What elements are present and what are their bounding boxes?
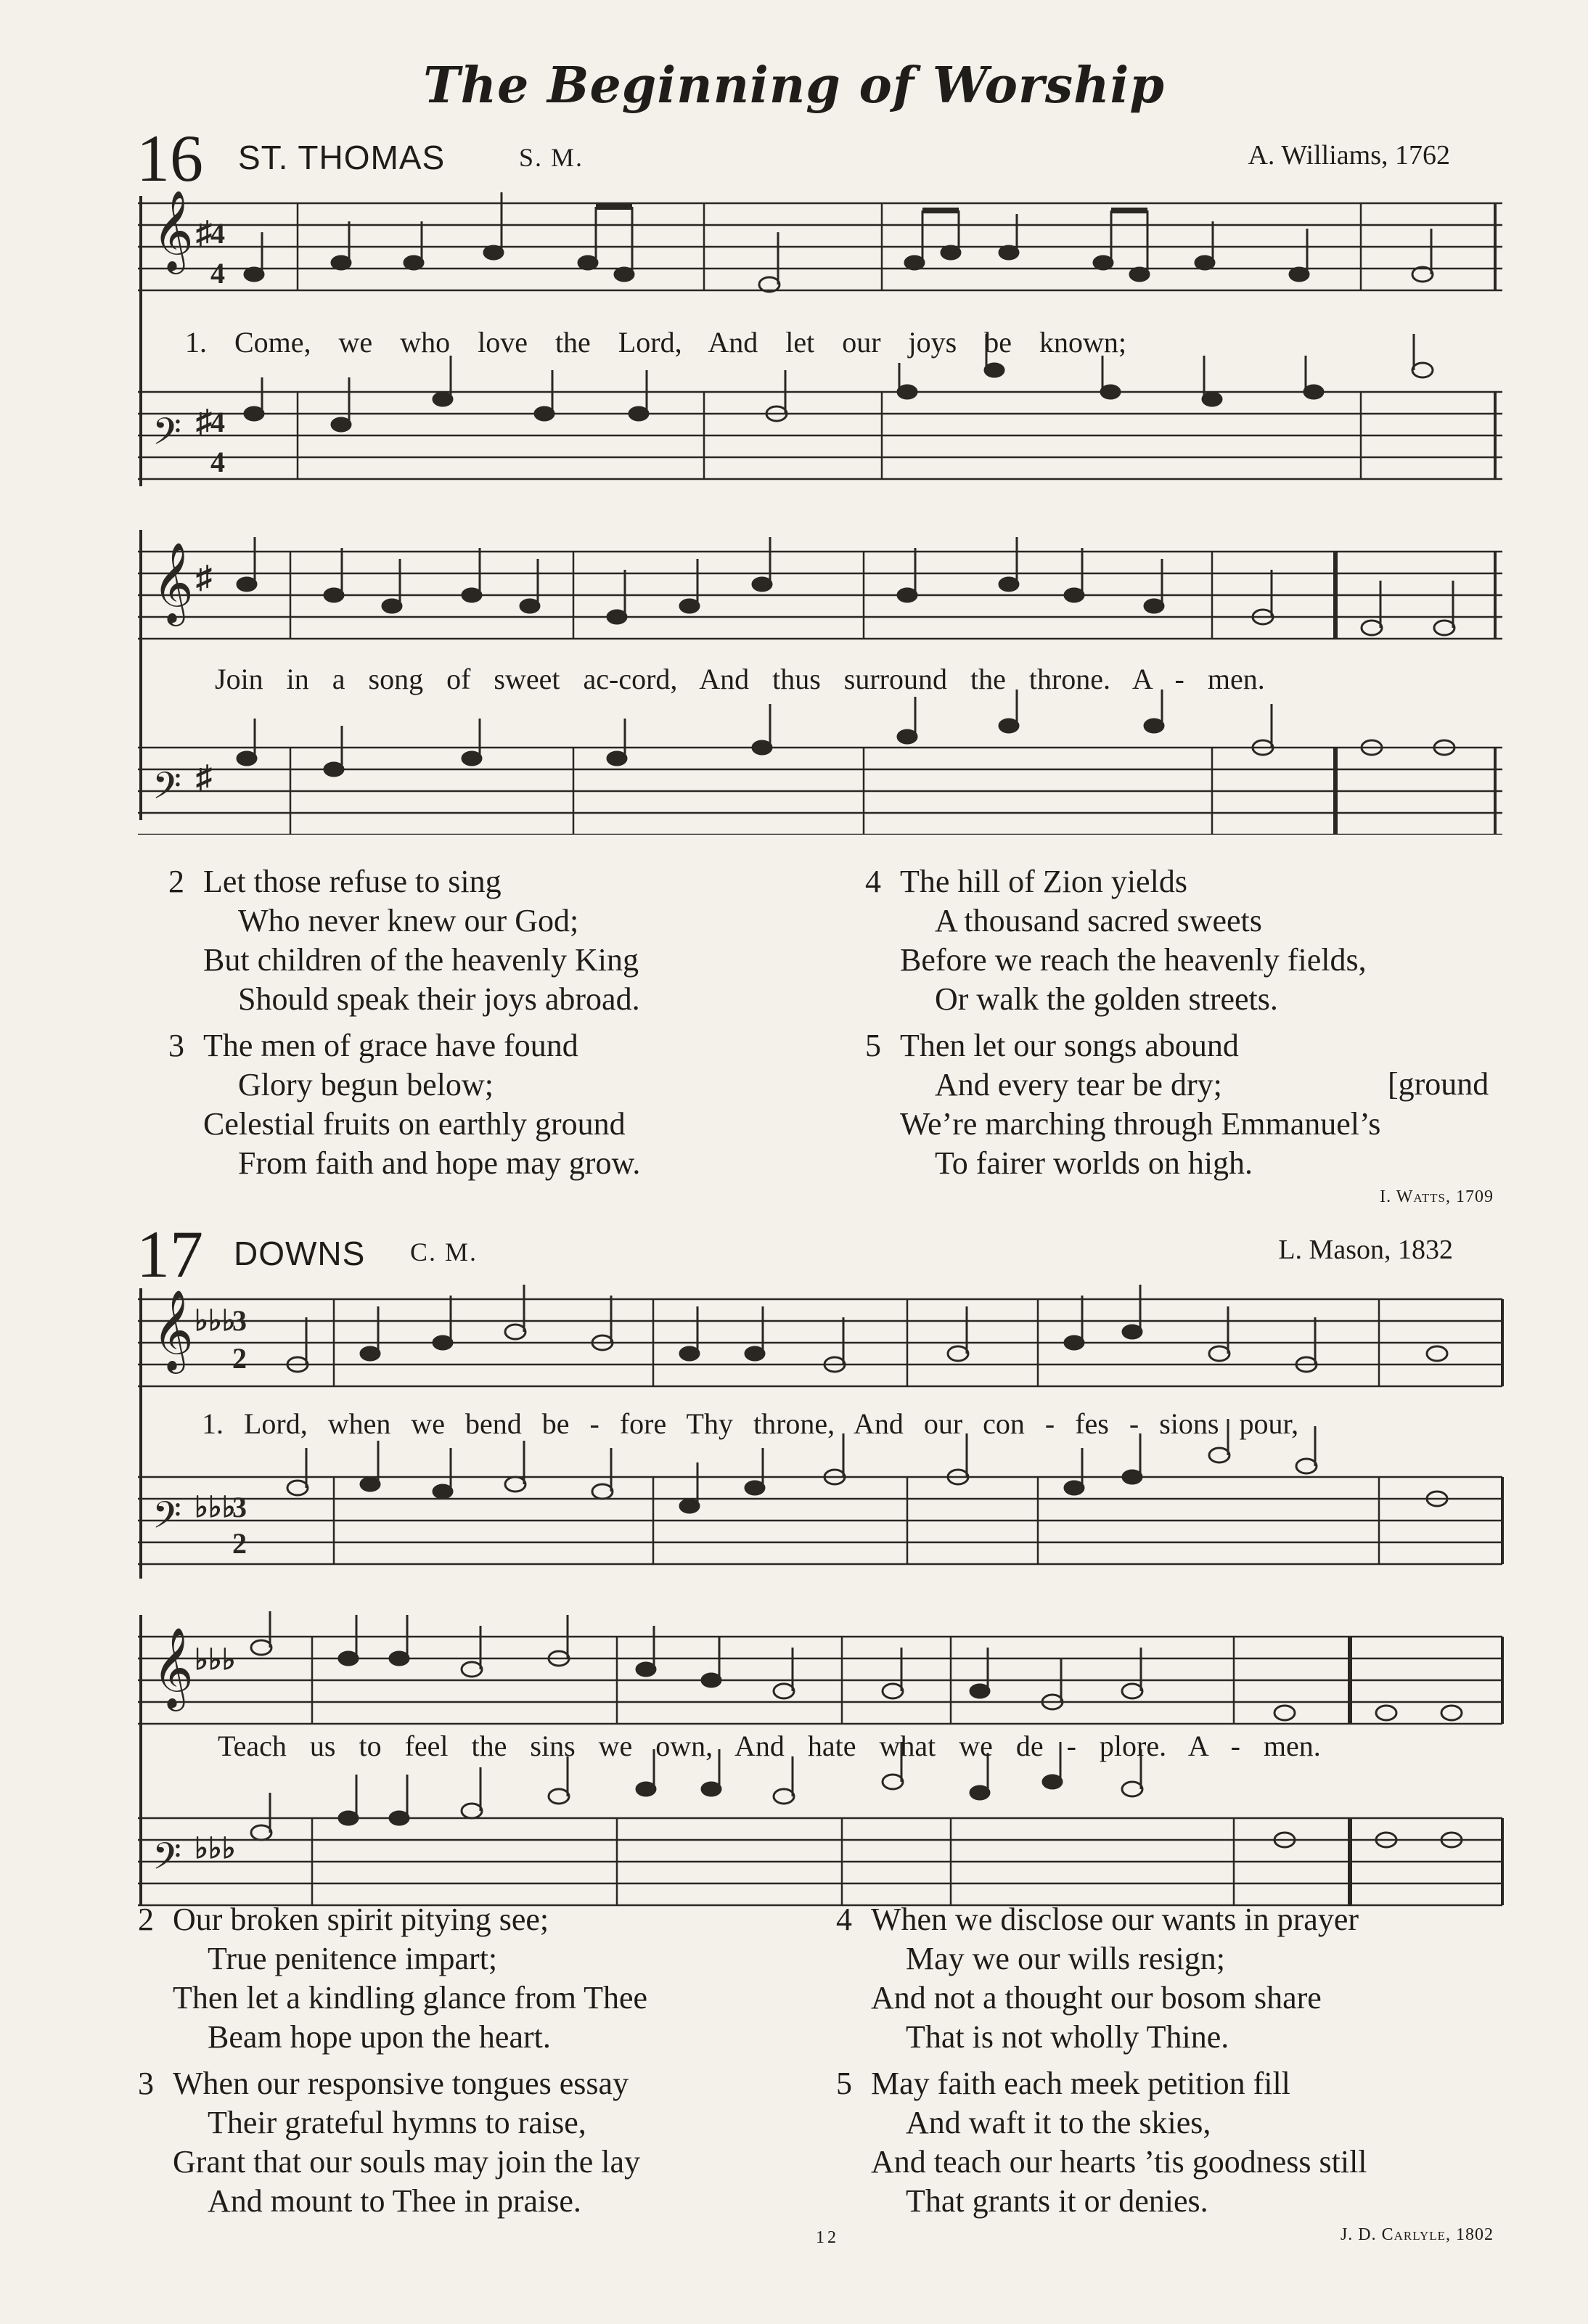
stanza-line: And teach our hearts ’tis goodness still [871, 2144, 1367, 2180]
stanza-line: The men of grace have found [203, 1028, 578, 1063]
meter: C. M. [410, 1237, 478, 1267]
stanza-line: And not a thought our bosom share [871, 1980, 1322, 2016]
page-number: 12 [816, 2228, 839, 2247]
stanza-line: Or walk the golden streets. [935, 981, 1278, 1017]
stanza-line: From faith and hope may grow. [238, 1145, 641, 1181]
hymn-number: 17 [136, 1217, 203, 1291]
svg-text:𝄢: 𝄢 [152, 764, 181, 817]
stanza-line: Beam hope upon the heart. [208, 2019, 551, 2055]
svg-text:♭♭♭: ♭♭♭ [195, 1643, 236, 1676]
svg-text:2: 2 [232, 1527, 247, 1560]
stanza-line: And mount to Thee in praise. [208, 2183, 581, 2219]
lyric-line: Join in a song of sweet ac-cord, And thus surround the throne. A - men. [215, 663, 1265, 695]
composer: L. Mason, 1832 [1278, 1235, 1453, 1265]
stanza-line: That is not wholly Thine. [906, 2019, 1229, 2055]
svg-text:𝄞: 𝄞 [152, 541, 194, 623]
svg-text:♯: ♯ [196, 560, 212, 595]
stanza-line: True penitence impart; [208, 1941, 498, 1976]
stanza-line: May we our wills resign; [906, 1941, 1225, 1976]
stanza-column-left [138, 1900, 648, 2221]
author-credit: J. D. Carlyle, 1802 [1340, 2225, 1494, 2244]
author-credit: I. Watts, 1709 [1380, 1187, 1494, 1206]
stanza-line: That grants it or denies. [906, 2183, 1208, 2219]
svg-text:𝄢: 𝄢 [152, 1834, 181, 1887]
stanza-line: To fairer worlds on high. [935, 1145, 1253, 1181]
stanza-number: 3 [138, 2066, 154, 2101]
stanza-number: 5 [836, 2066, 852, 2101]
stanza-line: Grant that our souls may join the lay [173, 2144, 640, 2180]
meter: S. M. [519, 143, 584, 172]
stanza-line: We’re marching through Emmanuel’s [900, 1106, 1381, 1142]
stanza-number: 3 [168, 1028, 184, 1063]
stanza-column-right [865, 862, 1381, 1183]
svg-text:4: 4 [210, 257, 225, 290]
stanza-column-left [168, 862, 641, 1183]
lyric-line: Teach us to feel the sins we own, And hate what we de - plore. A - men. [218, 1730, 1321, 1762]
stanza-line: When our responsive tongues essay [173, 2066, 629, 2101]
svg-text:3: 3 [232, 1304, 247, 1337]
stanza-line: Our broken spirit pitying see; [173, 1902, 549, 1937]
stanza-number: 4 [836, 1902, 852, 1937]
stanza-line: But children of the heavenly King [203, 942, 639, 978]
stanza-line: Their grateful hymns to raise, [208, 2105, 586, 2140]
svg-text:𝄢: 𝄢 [152, 1493, 181, 1546]
stanza-line: Glory begun below; [238, 1067, 494, 1102]
svg-text:3: 3 [232, 1491, 247, 1523]
stanza-line: The hill of Zion yields [900, 864, 1187, 899]
tune-name: ST. THOMAS [238, 139, 446, 176]
lyric-line: 1. Lord, when we bend be - fore Thy throne, And our con - fes - sions pour, [202, 1407, 1299, 1440]
stanza-number: 5 [865, 1028, 881, 1063]
svg-text:𝄞: 𝄞 [152, 1289, 194, 1370]
stanza-line: And waft it to the skies, [906, 2105, 1211, 2140]
lyric-line: 1. Come, we who love the Lord, And let our joys be known; [185, 326, 1126, 359]
stanza-line: Then let a kindling glance from Thee [173, 1980, 648, 2016]
svg-text:2: 2 [232, 1342, 247, 1375]
composer: A. Williams, 1762 [1248, 140, 1450, 171]
svg-text:𝄞: 𝄞 [152, 189, 194, 271]
hymn-number: 16 [136, 121, 203, 195]
stanza-number: 2 [168, 864, 184, 899]
svg-text:𝄞: 𝄞 [152, 1627, 194, 1708]
stanza-line: Who never knew our God; [238, 903, 579, 938]
svg-text:4: 4 [210, 406, 225, 438]
stanza-line: Before we reach the heavenly fields, [900, 942, 1367, 978]
stanza-line: A thousand sacred sweets [935, 903, 1262, 938]
svg-text:4: 4 [210, 217, 225, 250]
stanza-number: 4 [865, 864, 881, 899]
stanza-line: May faith each meek petition fill [871, 2066, 1290, 2101]
stanza-line: And every tear be dry; [935, 1067, 1222, 1102]
stanza-line: Let those refuse to sing [203, 864, 502, 899]
stanza-line: When we disclose our wants in prayer [871, 1902, 1359, 1937]
stanza-number: 2 [138, 1902, 154, 1937]
svg-text:♯: ♯ [196, 215, 212, 250]
svg-text:𝄢: 𝄢 [152, 409, 181, 462]
tune-name: DOWNS [234, 1235, 366, 1272]
svg-text:♯: ♯ [196, 404, 212, 439]
section-title: The Beginning of Worship [423, 57, 1165, 115]
svg-text:♭♭♭: ♭♭♭ [195, 1491, 236, 1523]
overflow-word: [ground [1388, 1066, 1489, 1102]
stanza-line: Should speak their joys abroad. [238, 981, 640, 1017]
svg-text:♭♭♭: ♭♭♭ [195, 1832, 236, 1865]
stanza-line: Then let our songs abound [900, 1028, 1239, 1063]
svg-text:♭♭♭: ♭♭♭ [195, 1304, 236, 1337]
svg-text:4: 4 [210, 446, 225, 478]
svg-text:♯: ♯ [196, 759, 212, 795]
stanza-column-right [836, 1900, 1367, 2221]
stanza-line: Celestial fruits on earthly ground [203, 1106, 626, 1142]
